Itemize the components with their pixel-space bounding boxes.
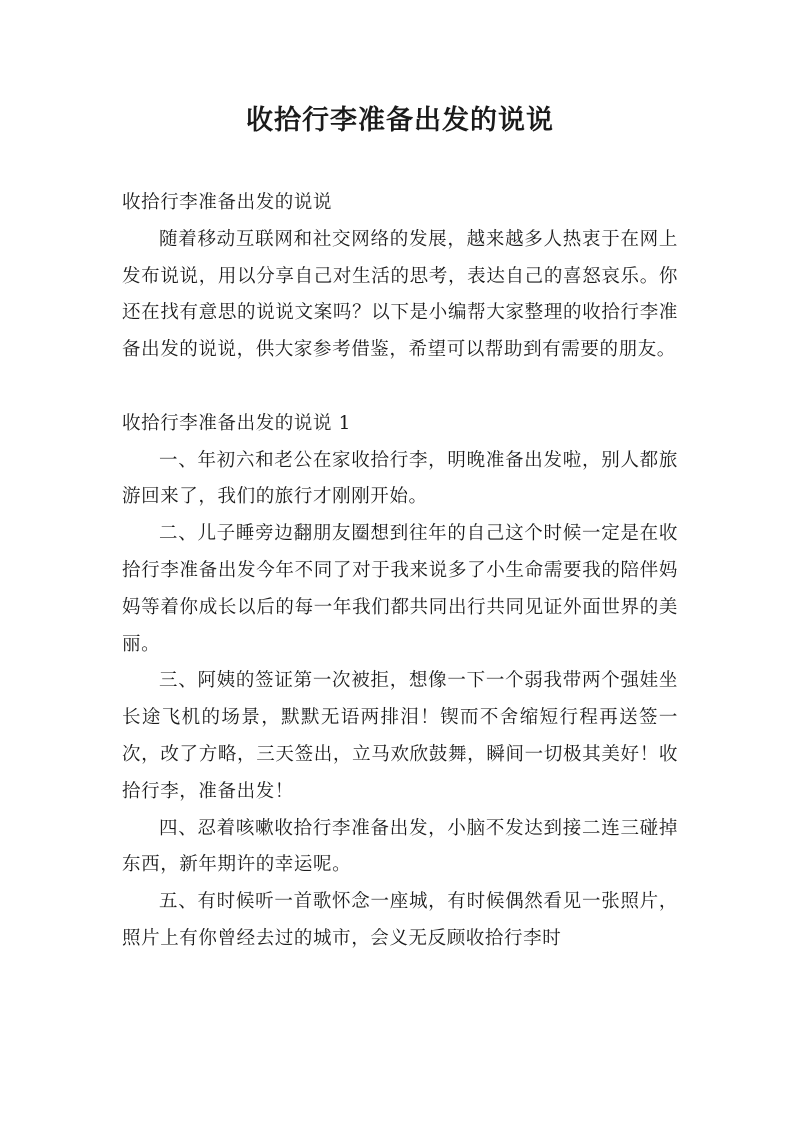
list-paragraph-2: 二、儿子睡旁边翻朋友圈想到往年的自己这个时候一定是在收拾行李准备出发今年不同了对于我来说多了小生命需要我的陪伴妈妈等着你成长以后的每一年我们都共同出行共同见证外面世界的美丽。 bbox=[122, 523, 678, 655]
list-paragraph-3: 三、阿姨的签证第一次被拒，想像一下一个弱我带两个强娃坐长途飞机的场景，默默无语两排泪！锲而不舍缩短行程再送签一次，改了方略，三天签出，立马欢欣鼓舞，瞬间一切极其美好！收拾行李，准备出发！ bbox=[122, 670, 678, 802]
list-paragraph-5: 五、有时候听一首歌怀念一座城，有时候偶然看见一张照片，照片上有你曾经去过的城市，会义无反顾收拾行李时 bbox=[122, 891, 678, 949]
document-subtitle: 收拾行李准备出发的说说 bbox=[122, 192, 333, 213]
section-heading: 收拾行李准备出发的说说 1 bbox=[122, 412, 351, 434]
paragraph-gap bbox=[122, 369, 678, 406]
list-paragraph-4: 四、忍着咳嗽收拾行李准备出发，小脑不发达到接二连三碰掉东西，新年期许的幸运呢。 bbox=[122, 817, 678, 876]
document-title: 收拾行李准备出发的说说 bbox=[246, 105, 554, 136]
intro-paragraph: 随着移动互联网和社交网络的发展，越来越多人热衷于在网上发布说说，用以分享自己对生活的思考，表达自己的喜怒哀乐。你还在找有意思的说说文案吗？以下是小编帮大家整理的收拾行李准备出发的说说，供大家参考借鉴，希望可以帮助到有需要的朋友。 bbox=[122, 228, 678, 361]
document-body bbox=[122, 185, 678, 958]
list-paragraph-1: 一、年初六和老公在家收拾行李，明晚准备出发啦，别人都旅游回来了，我们的旅行才刚刚开始。 bbox=[122, 449, 678, 508]
